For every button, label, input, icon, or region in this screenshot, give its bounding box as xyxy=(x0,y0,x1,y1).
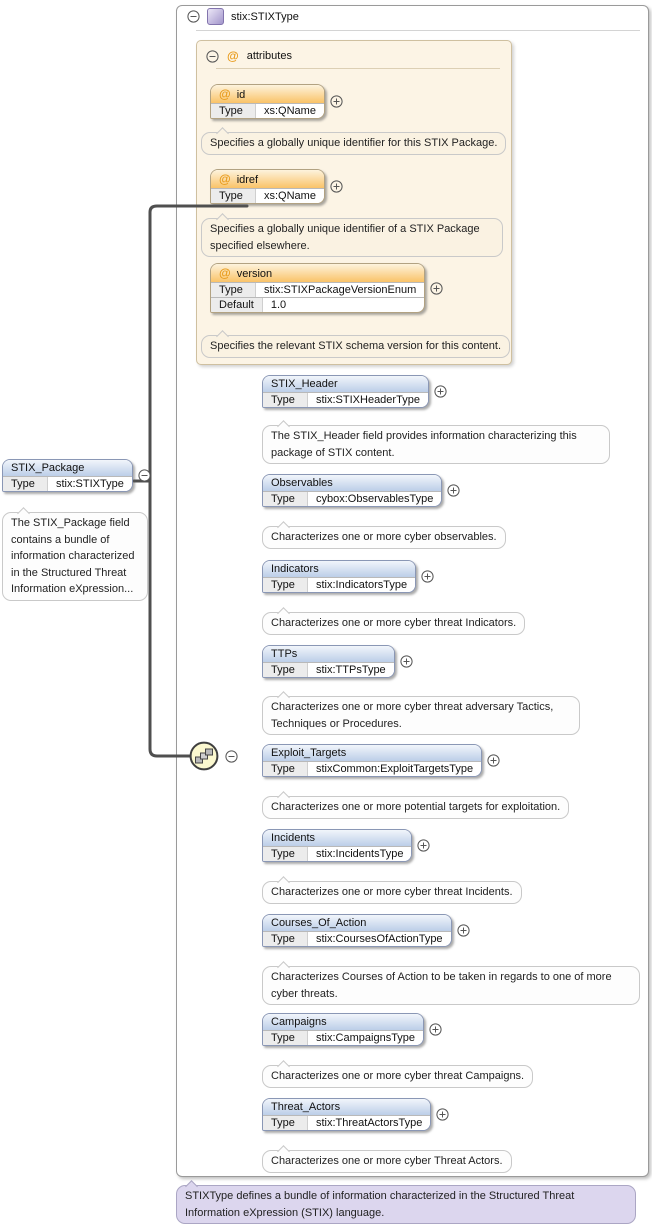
expand-icon[interactable] xyxy=(487,754,500,767)
element-indicators[interactable] xyxy=(262,560,434,593)
type-label: Type xyxy=(263,762,308,776)
element-name: Exploit_Targets xyxy=(263,745,481,761)
annotation-bubble: Characterizes one or more cyber threat adversary Tactics, Techniques or Procedures. xyxy=(262,696,580,735)
collapse-icon[interactable] xyxy=(206,50,219,63)
attribute-at-icon: @ xyxy=(219,172,231,186)
attribute-version[interactable] xyxy=(210,263,443,313)
element-exploit-targets[interactable] xyxy=(262,744,500,777)
expand-icon[interactable] xyxy=(417,839,430,852)
expand-icon[interactable] xyxy=(421,570,434,583)
element-name: TTPs xyxy=(263,646,394,662)
type-label: Type xyxy=(211,283,256,297)
attribute-name: id xyxy=(236,89,246,101)
type-label: Type xyxy=(263,663,308,677)
default-value: 1.0 xyxy=(263,298,294,312)
type-label: Type xyxy=(263,1031,308,1045)
type-label: Type xyxy=(211,104,256,118)
type-value: stix:STIXHeaderType xyxy=(308,393,428,407)
annotation-bubble: Specifies a globally unique identifier for this STIX Package. xyxy=(201,132,506,155)
element-name: Indicators xyxy=(263,561,415,577)
attributes-panel-header xyxy=(206,49,292,63)
attribute-name: idref xyxy=(236,174,259,186)
element-threat-actors[interactable] xyxy=(262,1098,449,1131)
element-name: Campaigns xyxy=(263,1014,423,1030)
parent-element-stix-package[interactable] xyxy=(2,459,151,492)
frame-title-separator xyxy=(196,30,640,31)
sequence-icon[interactable] xyxy=(189,741,219,771)
attribute-at-icon: @ xyxy=(219,266,231,280)
attributes-header-separator xyxy=(216,68,500,69)
annotation-bubble: Characterizes one or more cyber Threat Actors. xyxy=(262,1150,512,1173)
complex-type-icon xyxy=(207,8,224,25)
attribute-name: version xyxy=(236,268,273,280)
type-value: stixCommon:ExploitTargetsType xyxy=(308,762,481,776)
element-stix-header[interactable] xyxy=(262,375,447,408)
type-documentation-note: STIXType defines a bundle of information characterized in the Structured Threat Information eXpression (STIX) language. xyxy=(176,1185,636,1224)
element-campaigns[interactable] xyxy=(262,1013,442,1046)
element-name: Threat_Actors xyxy=(263,1099,430,1115)
annotation-bubble: Specifies the relevant STIX schema version for this content. xyxy=(201,335,510,358)
element-name: Observables xyxy=(263,475,441,491)
type-label: Type xyxy=(263,393,308,407)
collapse-icon[interactable] xyxy=(187,10,200,23)
type-label: Type xyxy=(263,578,308,592)
element-name: STIX_Header xyxy=(263,376,428,392)
expand-icon[interactable] xyxy=(434,385,447,398)
type-value: stix:STIXPackageVersionEnum xyxy=(256,283,424,297)
complex-type-title: stix:STIXType xyxy=(231,10,299,23)
collapse-icon[interactable] xyxy=(225,750,238,763)
type-value: stix:STIXType xyxy=(48,477,132,491)
element-observables[interactable] xyxy=(262,474,460,507)
element-name: STIX_Package xyxy=(3,460,132,476)
collapse-icon[interactable] xyxy=(138,469,151,482)
type-value: stix:CoursesOfActionType xyxy=(308,932,451,946)
expand-icon[interactable] xyxy=(330,95,343,108)
attribute-at-icon: @ xyxy=(227,49,239,63)
annotation-bubble: The STIX_Header field provides information characterizing this package of STIX content. xyxy=(262,425,610,464)
element-courses-of-action[interactable] xyxy=(262,914,470,947)
annotation-bubble: The STIX_Package field contains a bundle of information characterized in the Structured Threat Information eXpression... xyxy=(2,512,148,601)
expand-icon[interactable] xyxy=(330,180,343,193)
expand-icon[interactable] xyxy=(400,655,413,668)
default-label: Default xyxy=(211,298,263,312)
attribute-at-icon: @ xyxy=(219,87,231,101)
type-value: stix:IncidentsType xyxy=(308,847,411,861)
expand-icon[interactable] xyxy=(430,282,443,295)
element-incidents[interactable] xyxy=(262,829,430,862)
type-value: cybox:ObservablesType xyxy=(308,492,441,506)
complex-type-titlebar xyxy=(182,8,299,25)
attributes-section-label: attributes xyxy=(246,50,292,62)
type-value: stix:IndicatorsType xyxy=(308,578,415,592)
type-value: xs:QName xyxy=(256,104,324,118)
annotation-bubble: Characterizes Courses of Action to be taken in regards to one of more cyber threats. xyxy=(262,966,640,1005)
type-label: Type xyxy=(263,847,308,861)
type-value: stix:TTPsType xyxy=(308,663,394,677)
element-ttps[interactable] xyxy=(262,645,413,678)
type-label: Type xyxy=(263,932,308,946)
type-value: stix:ThreatActorsType xyxy=(308,1116,430,1130)
expand-icon[interactable] xyxy=(436,1108,449,1121)
annotation-bubble: Characterizes one or more cyber threat Indicators. xyxy=(262,612,525,635)
type-label: Type xyxy=(263,492,308,506)
expand-icon[interactable] xyxy=(457,924,470,937)
type-label: Type xyxy=(263,1116,308,1130)
type-value: xs:QName xyxy=(256,189,324,203)
attribute-idref[interactable] xyxy=(210,169,343,204)
annotation-bubble: Characterizes one or more potential targets for exploitation. xyxy=(262,796,569,819)
annotation-bubble: Characterizes one or more cyber threat Campaigns. xyxy=(262,1065,533,1088)
annotation-bubble: Specifies a globally unique identifier of a STIX Package specified elsewhere. xyxy=(201,218,503,257)
expand-icon[interactable] xyxy=(447,484,460,497)
attribute-id[interactable] xyxy=(210,84,343,119)
type-label: Type xyxy=(3,477,48,491)
type-value: stix:CampaignsType xyxy=(308,1031,423,1045)
element-name: Courses_Of_Action xyxy=(263,915,451,931)
element-name: Incidents xyxy=(263,830,411,846)
expand-icon[interactable] xyxy=(429,1023,442,1036)
annotation-bubble: Characterizes one or more cyber observables. xyxy=(262,526,506,549)
type-label: Type xyxy=(211,189,256,203)
annotation-bubble: Characterizes one or more cyber threat Incidents. xyxy=(262,881,522,904)
